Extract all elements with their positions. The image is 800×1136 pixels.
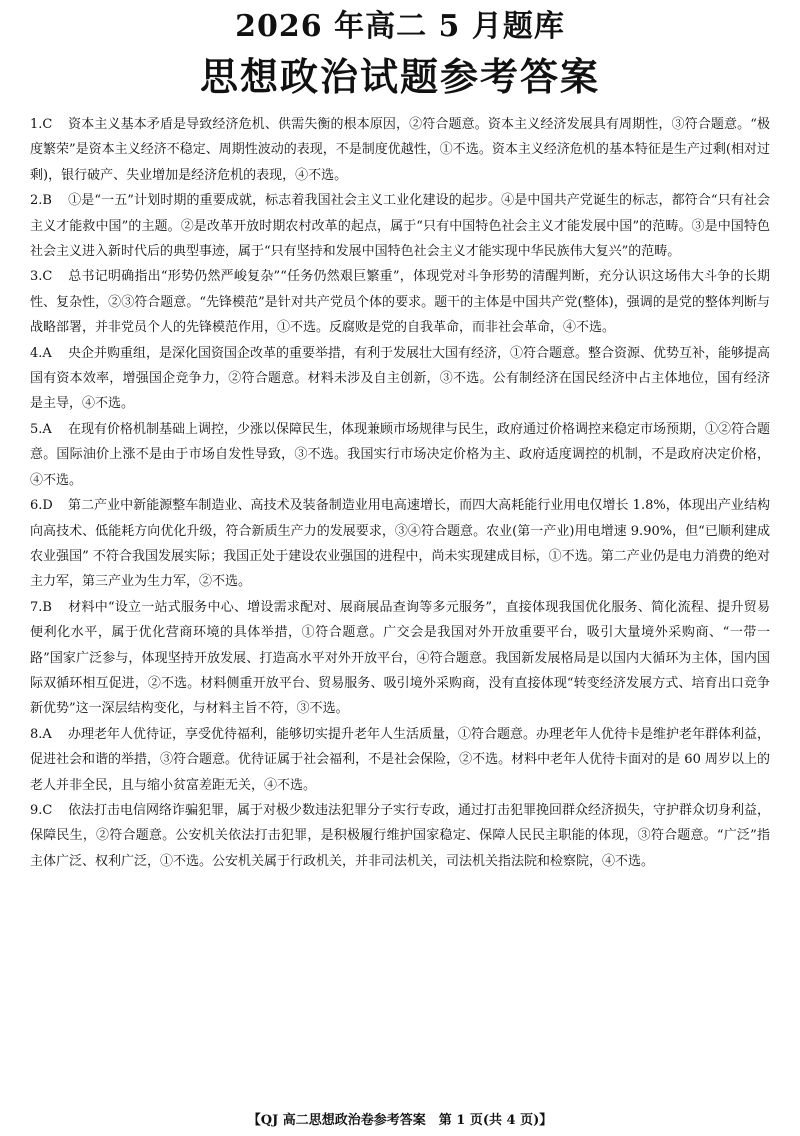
answer-text: 第二产业中新能源整车制造业、高技术及装备制造业用电高速增长，而四大高耗能行业用电仅增长 1.8%，体现出产业结构向高技术、低能耗方向优化升级，符合新质生产力的发展要求，③④符合题意。农业(第一产业)用电增速 9.90%，但“已顺利建成农业强国” 不符合我国发展实际；我国正处于建设农业强国的进程中，尚未实现建成目标，①不选。第二产业仍是电力消费的绝对主力军，第三产业为生力军，②不选。 bbox=[30, 498, 770, 590]
answer-item bbox=[30, 188, 770, 264]
answer-text: 央企并购重组，是深化国资国企改革的重要举措，有利于发展壮大国有经济，①符合题意。整合资源、优势互补，能够提高国有资本效率，增强国企竞争力，②符合题意。材料未涉及自主创新，③不选。公有制经济在国民经济中占主体地位，国有经济是主导，④不选。 bbox=[30, 345, 771, 412]
answer-number: 8.A bbox=[30, 726, 52, 742]
answer-text: 办理老年人优待证，享受优待福利，能够切实提升老年人生活质量，①符合题意。办理老年人优待卡是维护老年群体利益，促进社会和谐的举措，③符合题意。优待证属于社会福利，不是社会保险，②不选。材料中老年人优待卡面对的是 60 周岁以上的老人并非全民，且与缩小贫富差距无关，④不选。 bbox=[30, 726, 771, 793]
answer-number: 7.B bbox=[30, 599, 52, 615]
answer-number: 6.D bbox=[30, 498, 53, 514]
answer-number: 1.C bbox=[30, 117, 53, 132]
answer-text: ①是“一五”计划时期的重要成就，标志着我国社会主义工业化建设的起步。④是中国共产党诞生的标志，都符合“只有社会主义才能救中国”的主题。②是改革开放时期农村改革的起点，属于“只有中国特色社会主义才能发展中国”的范畴。③是中国特色社会主义进入新时代后的典型事迹，属于“只有坚持和发展中国特色社会主义才能实现中华民族伟大复兴”的范畴。 bbox=[30, 193, 770, 260]
answer-list bbox=[30, 112, 770, 874]
answer-text: 在现有价格机制基础上调控，少涨以保障民生，体现兼顾市场规律与民生，政府通过价格调控来稳定市场预期，①②符合题意。国际油价上涨不是由于市场自发性导致，③不选。我国实行市场决定价格为主、政府适度调控的机制，不是政府决定价格，④不选。 bbox=[30, 421, 771, 488]
answer-item bbox=[30, 722, 770, 798]
answer-number: 2.B bbox=[30, 193, 52, 209]
answer-item bbox=[30, 417, 770, 493]
answer-number: 5.A bbox=[30, 421, 52, 437]
page-title-line2: 思想政治试题参考答案 bbox=[199, 54, 600, 99]
answer-text: 总书记明确指出“形势仍然严峻复杂”“任务仍然艰巨繁重”，体现党对斗争形势的清醒判断，充分认识这场伟大斗争的长期性、复杂性，②③符合题意。“先锋模范”是针对共产党员个体的要求。题干的主体是中国共产党(整体)，强调的是党的整体判断与战略部署，并非党员个人的先锋模范作用，①不选。反腐败是党的自我革命，而非社会革命，④不选。 bbox=[30, 269, 770, 336]
answer-text: 材料中“设立一站式服务中心、增设需求配对、展商展品查询等多元服务”，直接体现我国优化服务、简化流程、提升贸易便利化水平，属于优化营商环境的具体举措，①符合题意。广交会是我国对外开放重要平台，吸引大量境外采购商、“一带一路”国家广泛参与，体现坚持开放发展、打造高水平对外开放平台，④符合题意。我国新发展格局是以国内大循环为主体，国内国际双循环相互促进，②不选。材料侧重开放平台、贸易服务、吸引境外采购商，没有直接体现“转变经济发展方式、培育出口竞争新优势”这一深层结构变化，与材料主旨不符，③不选。 bbox=[30, 599, 770, 717]
answer-item bbox=[30, 341, 770, 417]
answer-item bbox=[30, 112, 770, 188]
answer-number: 9.C bbox=[30, 802, 53, 818]
answer-item bbox=[30, 493, 770, 595]
answer-item bbox=[30, 264, 770, 340]
answer-number: 4.A bbox=[30, 345, 52, 361]
answer-item bbox=[30, 798, 770, 874]
page-title-line1: 2026 年高二 5 月题库 bbox=[235, 9, 565, 44]
page-footer: 【QJ 高二思想政治卷参考答案 第 1 页(共 4 页)】 bbox=[247, 1113, 553, 1128]
answer-item bbox=[30, 595, 770, 722]
answer-text: 资本主义基本矛盾是导致经济危机、供需失衡的根本原因，②符合题意。资本主义经济发展具有周期性，③符合题意。“极度繁荣”是资本主义经济不稳定、周期性波动的表现，不是制度优越性，①不选。资本主义经济危机的基本特征是生产过剩(相对过剩)，银行破产、失业增加是经济危机的表现，④不选。 bbox=[30, 117, 770, 183]
answer-number: 3.C bbox=[30, 269, 53, 285]
answer-text: 依法打击电信网络诈骗犯罪，属于对极少数违法犯罪分子实行专政，通过打击犯罪挽回群众经济损失，守护群众切身利益，保障民生，②符合题意。公安机关依法打击犯罪，是积极履行维护国家稳定、保障人民民主职能的体现，③符合题意。“广泛”指主体广泛、权利广泛，①不选。公安机关属于行政机关，并非司法机关，司法机关指法院和检察院，④不选。 bbox=[30, 802, 771, 869]
